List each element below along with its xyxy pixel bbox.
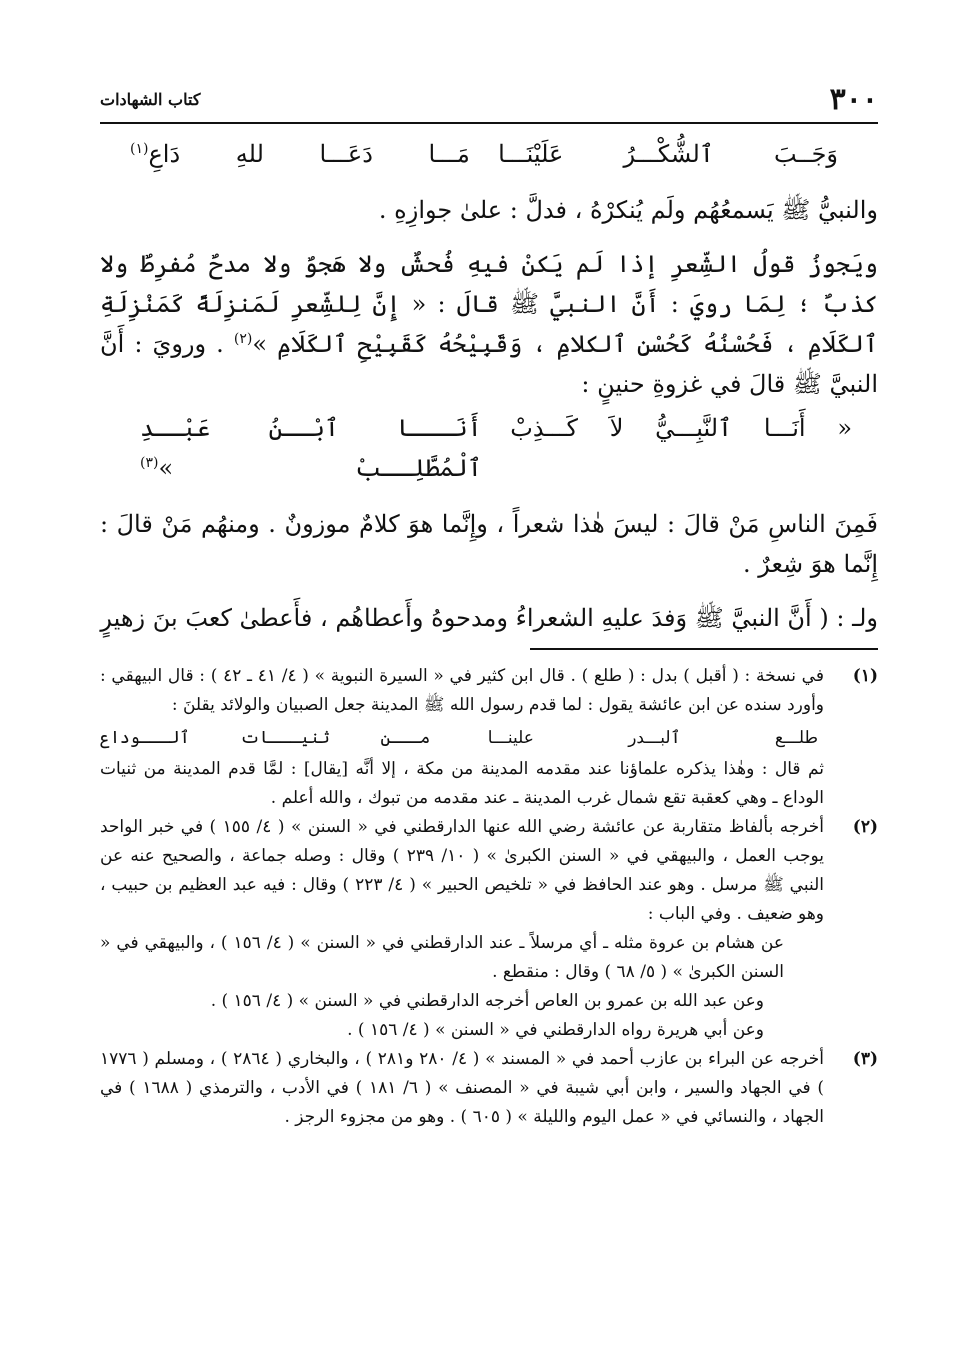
footnote	[100, 813, 878, 1045]
verse-second-hemistich-text: مَـــا دَعَـــا للهِ دَاعِ	[148, 140, 470, 168]
footnote-ref: (٢)	[233, 331, 253, 347]
poem-verse	[100, 134, 878, 174]
footnote-divider	[530, 648, 878, 650]
footnote	[100, 662, 878, 813]
footnote-number: (١)	[852, 666, 878, 686]
verse-first-hemistich: وَجَــبَ ٱلشُّكْـــرُ عَلَيْنَـــا	[498, 140, 838, 168]
verse-second-hemistich: مـــن ثنيـــات ٱلـــوداع	[100, 728, 431, 748]
paragraph: فَمِنَ الناسِ مَنْ قالَ : ليسَ هٰذا شعراً ، وإِنَّما هوَ كلامٌ موزونٌ . ومنهُم مَنْ قالَ : إِنَّما هوَ شِعرٌ .	[100, 510, 878, 578]
paragraph-text: . ورويَ : أَنَّ النبيَّ ﷺ قالَ في غزوةِ حنينٍ :	[100, 330, 878, 398]
footnotes	[100, 662, 878, 1132]
book-title: كتاب الشهادات	[100, 90, 201, 109]
footnote-body	[100, 662, 824, 813]
footnote-ref: (٣)	[140, 455, 159, 471]
footnote-text: وعن أبي هريرة رواه الدارقطني في « السنن » ( ٤/ ١٥٦ ) .	[347, 1020, 764, 1040]
footnote-verse	[100, 724, 824, 753]
main-text	[100, 134, 878, 638]
verse-first-hemistich: « أَنَـــا ٱلنَّبِـــيُّ لاَ كَـــذِبْ	[510, 414, 852, 442]
paragraph: والنبيُّ ﷺ يَسمعُهُم ولَم يُنكرْهُ ، فدلَّ : علىٰ جوازِهِ .	[378, 196, 878, 224]
footnote-ref: (١)	[130, 141, 149, 157]
footnote-text: ثم قال : وهٰذا يذكره علماؤنا عند مقدمه المدينة من مكة ، إلا أنَّه [يقال] : لمَّا قدم المدينة من ثنيات الوداع ـ وهي كعقبة تقع شمال غرب المدينة ـ عند مقدمه من تبوك ، والله أعلم .	[100, 759, 824, 808]
paragraph-text: ويَجوزُ قولُ الشِّعرِ إذا لَم يَكنْ فيهِ فُحشٌ ولا هَجوٌ ولا مدحٌ مُفرِطٌ ولا كذبٌ ؛ لِمَا رويَ : أَنَّ النبيَّ ﷺ قالَ : « إِنَّ لِلشِّعرِ لَمَنزِلَةً كَمَنْزِلَةِ ٱلكَلَامِ ، فَحُسْنُهُ كَحُسْنِ ٱلكلامِ ، وَقَبِيْحُهُ كَقَبِيْحِ ٱلكَلَامِ »	[100, 250, 879, 358]
footnote-text: أخرجه عن البراء بن عازب أحمد في « المسند » ( ٤/ ٢٨٠ و٢٨١ ) ، والبخاري ( ٢٨٦٤ ) ، ومسلم ( ١٧٧٦ ) في الجهاد والسير ، وابن أبي شيبة في « المصنف » ( ٦/ ١٨١ ) في الأدب ، والترمذي ( ١٦٨٨ ) في الجهاد ، والنسائي في « عمل اليوم والليلة » ( ٦٠٥ ) . وهو من مجزوء الرجز .	[100, 1049, 824, 1127]
page-header	[100, 78, 878, 124]
verse-second-hemistich-text: أَنَـــا ٱبْــنُ عَبْــدِ ٱلْمُطَّلِــبْ »	[140, 414, 482, 482]
footnote-text: أخرجه بألفاظ متقاربة عن عائشة رضي الله عنها الدارقطني في « السنن » ( ٤/ ١٥٥ ) في خبر الواحد يوجب العمل ، والبيهقي في « السنن الكبرىٰ » ( ١٠/ ٢٣٩ ) وقال : وصله جماعة ، والصحيح عنه عن النبي ﷺ مرسل . وهو عند الحافظ في « تلخيص الحبير » ( ٤/ ٢٢٣ ) وقال : فيه عبد العظيم بن حبيب ، وهو ضعيف . وفي الباب :	[100, 817, 824, 924]
footnote-text: في نسخة : ( أقبل ) بدل : ( طلع ) . قال ابن كثير في « السيرة النبوية » ( ٤/ ٤١ ـ ٤٢ ) : قال البيهقي : وأورد سنده عن ابن عائشة يقول : لما قدم رسول الله ﷺ المدينة جعل الصبيان والولائد يقلنَ :	[100, 666, 824, 715]
verse-second-hemistich	[130, 134, 470, 174]
verse-first-hemistich: طلـــع ٱلبـــدر علينـــا	[487, 728, 818, 748]
footnote-number: (٣)	[852, 1049, 878, 1069]
paragraph: ولـ : ( أَنَّ النبيَّ ﷺ وَفدَ عليهِ الشعراءُ ومدحوهُ وأَعطاهُم ، فأَعطىٰ كعبَ بنَ زهيرٍ	[100, 604, 878, 632]
footnote-text: عن هشام بن عروة مثله ـ أي مرسلاً ـ عند الدارقطني في « السنن » ( ٤/ ١٥٦ ) ، والبيهقي في « السنن الكبرىٰ » ( ٥/ ٦٨ ) وقال : منقطع .	[100, 933, 785, 982]
footnote-body	[100, 813, 824, 1045]
footnote-text: وعن عبد الله بن عمرو بن العاص أخرجه الدارقطني في « السنن » ( ٤/ ١٥٦ ) .	[210, 991, 764, 1011]
book-page	[100, 78, 878, 1348]
poem-verse	[100, 408, 878, 488]
footnote-body	[100, 1045, 824, 1132]
verse-second-hemistich	[140, 408, 482, 488]
paragraph	[100, 244, 878, 404]
footnote	[100, 1045, 878, 1132]
page-number: ٣٠٠	[829, 82, 878, 117]
footnote-number: (٢)	[852, 817, 878, 837]
